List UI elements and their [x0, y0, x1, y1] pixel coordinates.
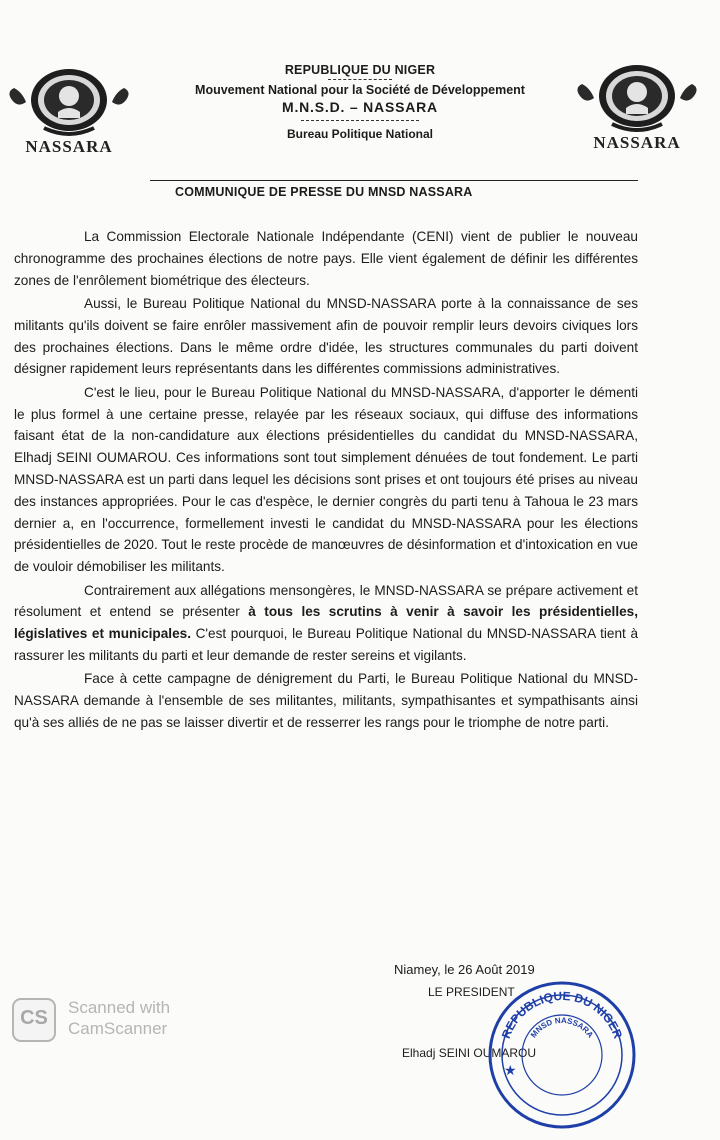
star-icon: ★	[504, 1063, 517, 1079]
watermark-line-2: CamScanner	[68, 1019, 168, 1038]
watermark-line-1: Scanned with	[68, 998, 171, 1017]
official-stamp	[482, 975, 642, 1135]
paragraph-1: La Commission Electorale Nationale Indépendante (CENI) vient de publier le nouveau chronogramme des prochaines élections de notre pays. Elle vient également de définir les différentes zones de l'enrôlement biométrique des électeurs.	[14, 229, 638, 288]
paragraph-3: C'est le lieu, pour le Bureau Politique National du MNSD-NASSARA, d'apporter le démenti le plus formel à une certaine presse, relayée par les réseaux sociaux, qui diffuse des informations faisant état de la non-candidature aux élections présidentielles du candidat du MNSD-NASSARA, Elhadj SEINI OUMAROU. Ces informations sont tout simplement dénuées de tout fondement. Le parti MNSD-NASSARA est un parti dans lequel les décisions sont prises et ont toujours été prises au niveau des instances appropriées. Pour le cas d'espèce, le dernier congrès du parti tenu à Tahoua le 23 mars dernier a, en l'occurrence, formellement investi le candidat du MNSD-NASSARA pour les élections présidentielles de 2020. Tout le reste procède de manœuvres de désinformation et d'intoxication en vue de vouloir démobiliser les militants.	[14, 384, 638, 575]
bureau-name: Bureau Politique National	[286, 127, 433, 141]
paragraph-4	[14, 580, 638, 667]
signatory-name: Elhadj SEINI OUMAROU	[402, 1046, 537, 1060]
stamp-text-top: REPUBLIQUE DU NIGER	[498, 988, 626, 1041]
party-logo-left	[4, 62, 134, 157]
movement-name: Mouvement National pour la Société de Développement	[195, 83, 525, 97]
paragraph-4-start: Contrairement aux allégations mensongères, le MNSD-NASSARA se prépare activement et résolument et entend se présenter	[14, 582, 638, 620]
paragraph-2: Aussi, le Bureau Politique National du MNSD-NASSARA porte à la connaissance de ses militants qu'ils doivent se faire enrôler massivement afin de pouvoir remplir leurs devoirs civiques lors des prochaines élections. Dans le même ordre d'idée, les structures communales du parti doivent désigner rapidement leurs représentants dans les différentes commissions administratives.	[14, 295, 638, 377]
communique-title: COMMUNIQUE DE PRESSE DU MNSD NASSARA	[175, 185, 473, 199]
camscanner-icon	[12, 998, 56, 1042]
dashed-divider	[301, 120, 419, 121]
paragraph-4-end: C'est pourquoi, le Bureau Politique National du MNSD-NASSARA tient à rassurer les militants du parti et leur demande de rester sereins et vigilants.	[14, 626, 638, 663]
party-emblem-icon	[4, 62, 134, 142]
signatory-title: LE PRESIDENT	[428, 985, 515, 999]
letterhead	[150, 63, 570, 141]
paragraph-4-bold: à tous les scrutins à venir à savoir les présidentielles, législatives et municipales.	[14, 604, 638, 642]
dashed-divider	[328, 79, 392, 80]
scanner-watermark	[12, 998, 202, 1044]
svg-text:MNSD NASSARA	[529, 1016, 595, 1040]
header-rule	[150, 180, 638, 181]
camscanner-icon-label: CS	[20, 1007, 48, 1029]
stamp-text-mid: MNSD NASSARA	[528, 1015, 596, 1040]
communique-body	[14, 226, 638, 735]
logo-right-text: NASSARA	[593, 133, 681, 152]
party-logo-right	[572, 58, 702, 153]
stamp-seal-icon	[482, 975, 642, 1135]
party-acronym: M.N.S.D. – NASSARA	[282, 99, 438, 115]
place-date: Niamey, le 26 Août 2019	[394, 962, 535, 977]
party-emblem-icon	[572, 58, 702, 138]
country-name: REPUBLIQUE DU NIGER	[284, 63, 436, 77]
paragraph-5: Face à cette campagne de dénigrement du Parti, le Bureau Politique National du MNSD-NASSARA demande à l'ensemble de ses militantes, militants, sympathisantes et sympathisants ainsi qu'à ses alliés de ne pas se laisser divertir et de resserrer les rangs pour le triomphe de notre parti.	[14, 671, 638, 730]
logo-left-text: NASSARA	[25, 137, 113, 156]
